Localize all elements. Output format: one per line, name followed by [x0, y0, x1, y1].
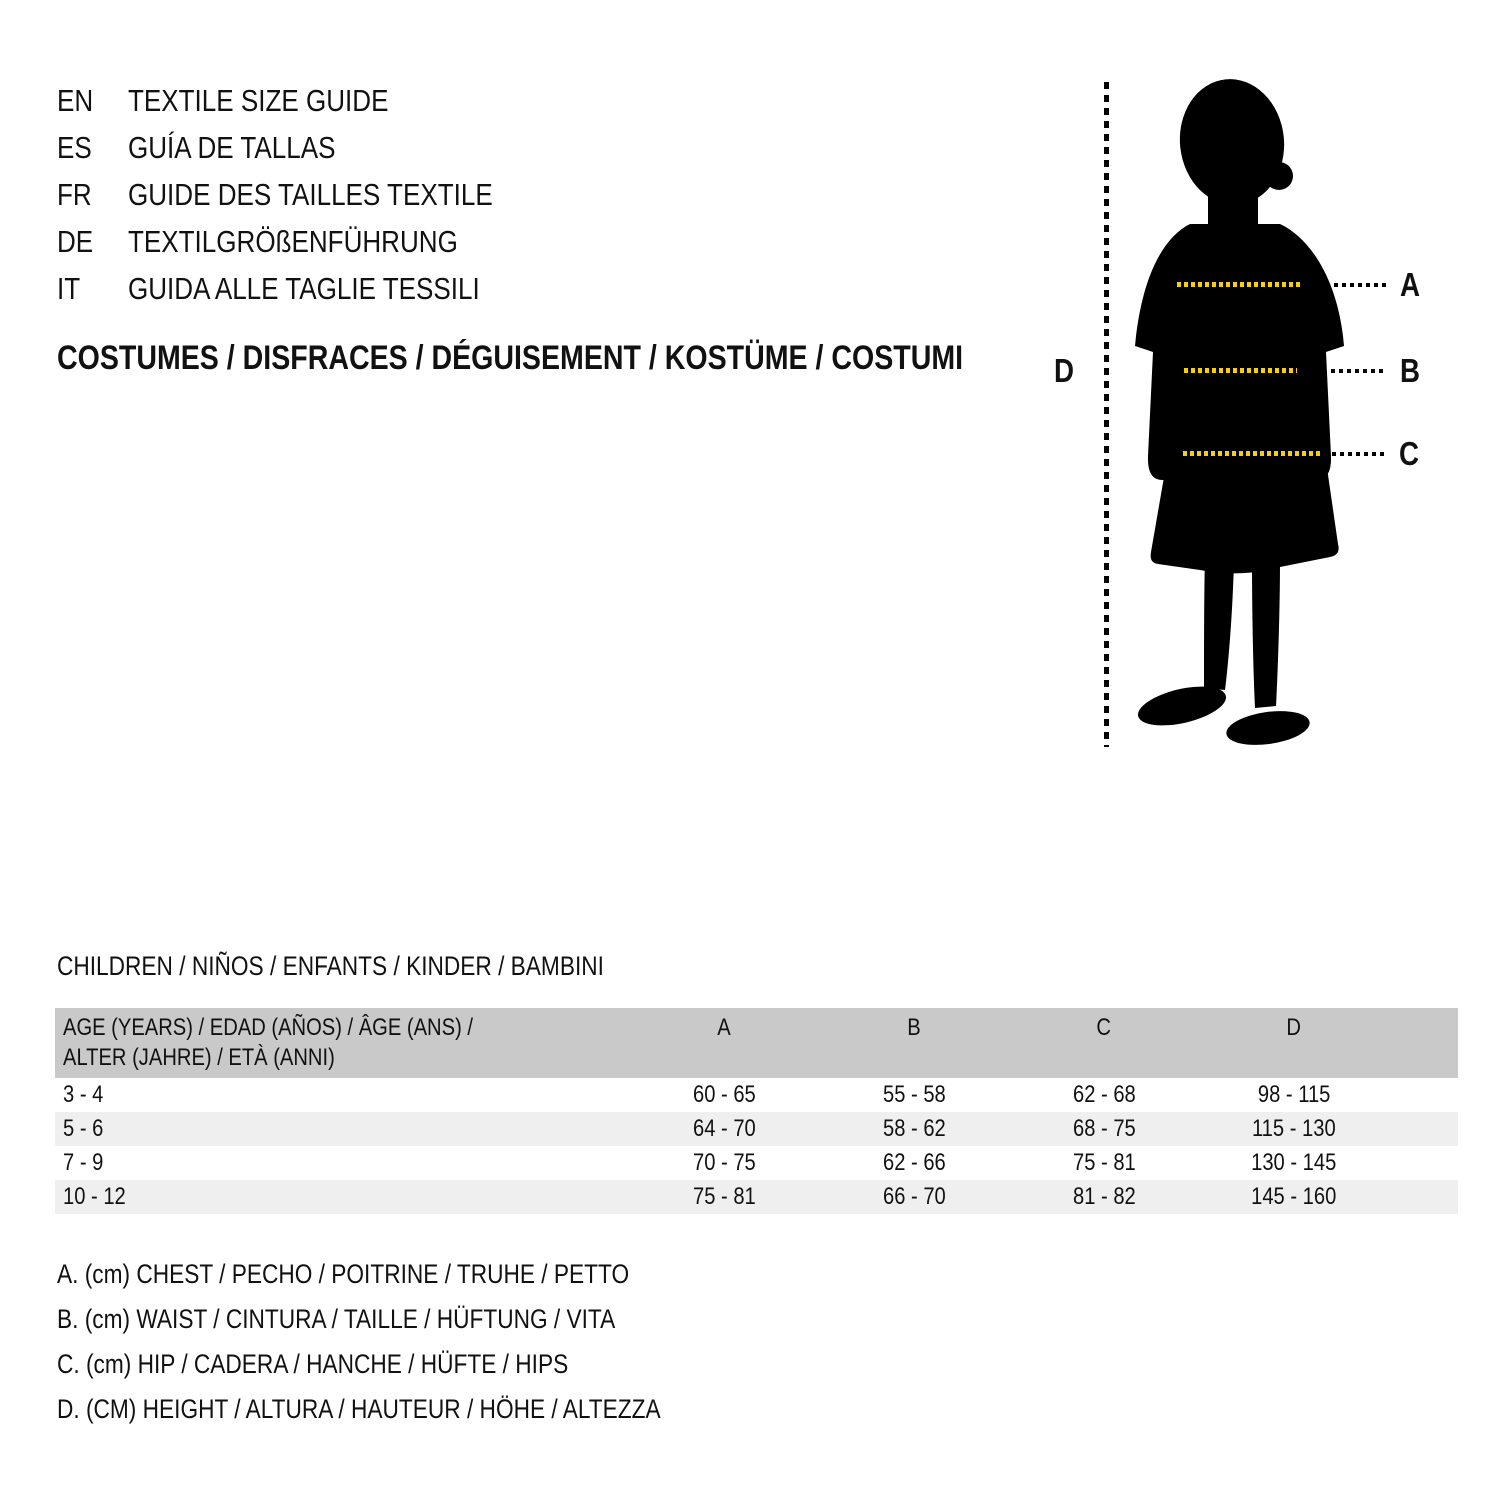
- table-row: [55, 1078, 1458, 1112]
- waist-cell: 55 - 58: [882, 1081, 946, 1108]
- table-row: [55, 1180, 1458, 1214]
- language-code: FR: [57, 177, 92, 212]
- height-cell: 145 - 160: [1251, 1183, 1337, 1210]
- category-title: COSTUMES / DISFRACES / DÉGUISEMENT / KOSTÜME / COSTUMI: [57, 339, 964, 377]
- age-cell: 3 - 4: [63, 1081, 104, 1108]
- label-waist-b: B: [1400, 352, 1421, 389]
- language-code: ES: [57, 130, 92, 165]
- column-header-c: C: [1096, 1014, 1112, 1041]
- hip-cell: 68 - 75: [1072, 1115, 1136, 1142]
- language-code: IT: [57, 271, 81, 306]
- chest-cell: 64 - 70: [692, 1115, 756, 1142]
- legend-height: D. (CM) HEIGHT / ALTURA / HAUTEUR / HÖHE / ALTEZZA: [57, 1394, 661, 1424]
- hip-leader-line: [1332, 452, 1384, 456]
- legend-hip: C. (cm) HIP / CADERA / HANCHE / HÜFTE / HIPS: [57, 1349, 569, 1379]
- label-height-d: D: [1054, 352, 1075, 389]
- label-hip-c: C: [1399, 435, 1420, 472]
- column-header-a: A: [717, 1014, 731, 1041]
- hip-cell: 81 - 82: [1072, 1183, 1136, 1210]
- chest-leader-line: [1334, 283, 1386, 287]
- column-header-d: D: [1286, 1014, 1302, 1041]
- waist-cell: 58 - 62: [882, 1115, 946, 1142]
- hip-measure-dash: [1183, 451, 1321, 456]
- chest-measure-dash: [1177, 282, 1303, 287]
- waist-leader-line: [1331, 369, 1383, 373]
- waist-cell: 62 - 66: [882, 1149, 946, 1176]
- language-row-fr: [57, 171, 562, 218]
- legend-chest: A. (cm) CHEST / PECHO / POITRINE / TRUHE / PETTO: [57, 1259, 630, 1289]
- size-table: [55, 1008, 1458, 1214]
- label-chest-a: A: [1400, 266, 1421, 303]
- table-row: [55, 1112, 1458, 1146]
- language-title: GUIDE DES TAILLES TEXTILE: [128, 177, 493, 212]
- language-title: GUIDA ALLE TAGLIE TESSILI: [128, 271, 480, 306]
- language-row-en: [57, 77, 562, 124]
- language-code: DE: [57, 224, 94, 259]
- height-cell: 115 - 130: [1252, 1115, 1336, 1142]
- children-section-title: CHILDREN / NIÑOS / ENFANTS / KINDER / BAMBINI: [57, 951, 604, 981]
- language-title: GUÍA DE TALLAS: [128, 130, 336, 165]
- height-cell: 98 - 115: [1257, 1081, 1331, 1108]
- language-title: TEXTILE SIZE GUIDE: [128, 83, 389, 118]
- hip-cell: 62 - 68: [1072, 1081, 1136, 1108]
- table-row: [55, 1146, 1458, 1180]
- child-silhouette: [1120, 76, 1360, 751]
- chest-cell: 60 - 65: [692, 1081, 756, 1108]
- hip-cell: 75 - 81: [1072, 1149, 1136, 1176]
- legend-waist: B. (cm) WAIST / CINTURA / TAILLE / HÜFTUNG / VITA: [57, 1304, 616, 1334]
- language-row-es: [57, 124, 562, 171]
- language-row-it: [57, 265, 562, 312]
- measure-legend: [57, 1252, 776, 1432]
- age-cell: 10 - 12: [63, 1183, 126, 1210]
- chest-cell: 75 - 81: [692, 1183, 756, 1210]
- height-cell: 130 - 145: [1251, 1149, 1337, 1176]
- waist-cell: 66 - 70: [882, 1183, 946, 1210]
- waist-measure-dash: [1184, 368, 1297, 373]
- language-row-de: [57, 218, 562, 265]
- language-code: EN: [57, 83, 94, 118]
- chest-cell: 70 - 75: [692, 1149, 756, 1176]
- age-cell: 7 - 9: [63, 1149, 104, 1176]
- language-title: TEXTILGRÖßENFÜHRUNG: [128, 224, 458, 259]
- size-table-header: [55, 1008, 1458, 1078]
- height-measure-line: [1104, 82, 1109, 747]
- language-list: [57, 77, 562, 312]
- age-column-header: AGE (YEARS) / EDAD (AÑOS) / ÂGE (ANS) / ALTER (JAHRE) / ETÀ (ANNI): [63, 1014, 473, 1071]
- age-cell: 5 - 6: [63, 1115, 104, 1142]
- column-header-b: B: [907, 1014, 921, 1041]
